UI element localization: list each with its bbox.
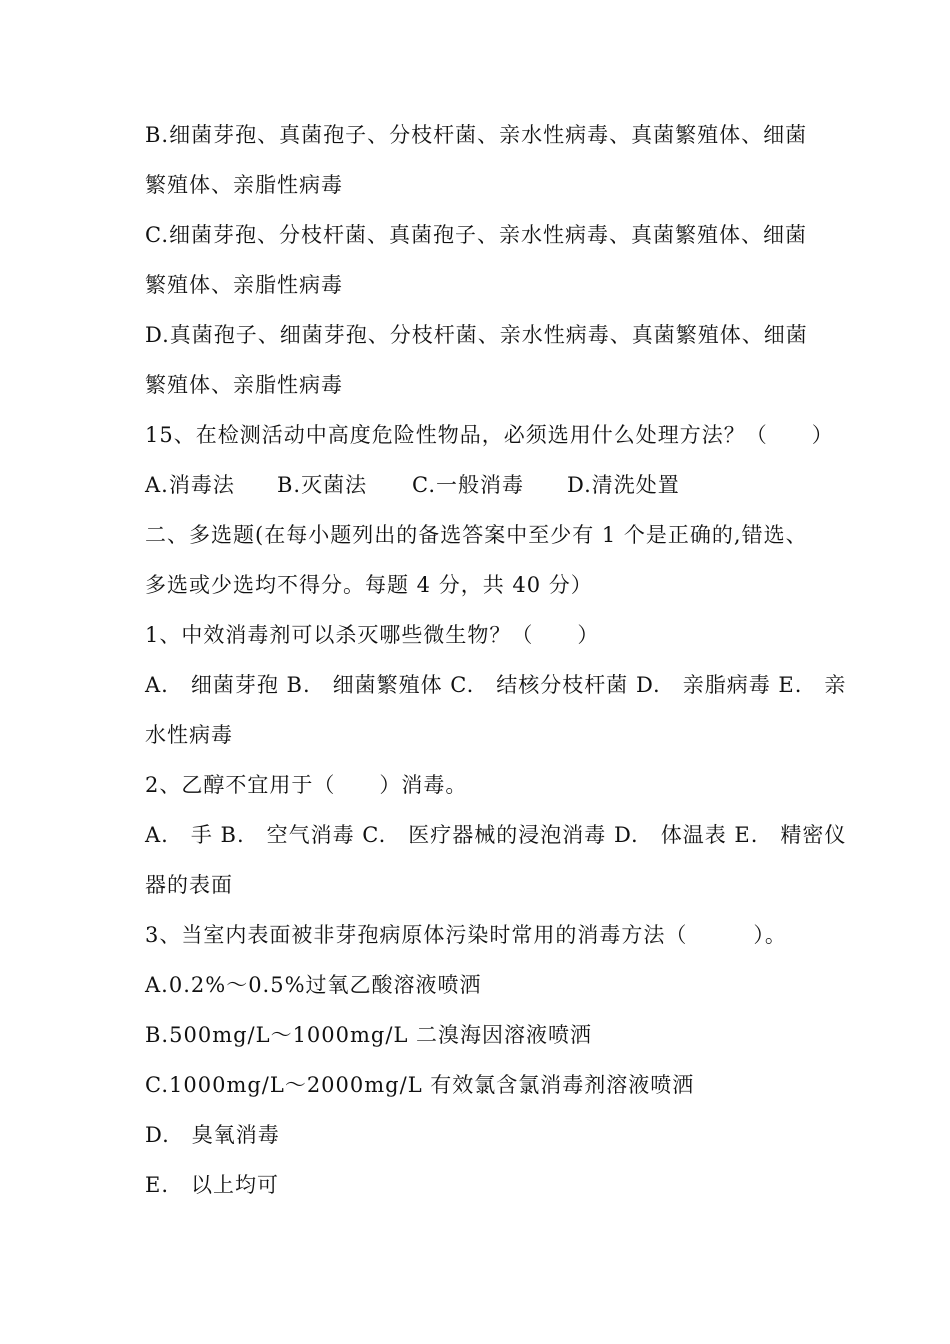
q14-option-b-line2: 繁殖体、亲脂性病毒 (145, 173, 343, 197)
q14-option-c-line2: 繁殖体、亲脂性病毒 (145, 273, 343, 297)
q14-option-d-line2: 繁殖体、亲脂性病毒 (145, 373, 343, 397)
section2-heading-line2: 多选或少选均不得分。每题 4 分，共 40 分） (145, 573, 593, 597)
q15-option-d: D.清洗处置 (567, 473, 680, 497)
q15-option-b: B.灭菌法 (277, 473, 368, 497)
q15-option-c: C.一般消毒 (412, 473, 524, 497)
q15-option-a: A.消毒法 (145, 473, 235, 497)
mq3-option-c: C.1000mg/L～2000mg/L 有效氯含氯消毒剂溶液喷洒 (145, 1073, 695, 1097)
mq1-options-line1: A. 细菌芽孢 B. 细菌繁殖体 C. 结核分枝杆菌 D. 亲脂病毒 E. 亲 (145, 673, 847, 697)
mq3-option-d: D. 臭氧消毒 (145, 1123, 280, 1147)
q14-option-c-line1: C.细菌芽孢、分枝杆菌、真菌孢子、亲水性病毒、真菌繁殖体、细菌 (145, 223, 807, 247)
mq3-option-b: B.500mg/L～1000mg/L 二溴海因溶液喷洒 (145, 1023, 593, 1047)
document-page (145, 110, 847, 1210)
q14-option-b-line1: B.细菌芽孢、真菌孢子、分枝杆菌、亲水性病毒、真菌繁殖体、细菌 (145, 123, 808, 147)
mq3-option-e: E. 以上均可 (145, 1173, 280, 1197)
q14-option-d-line1: D.真菌孢子、细菌芽孢、分枝杆菌、亲水性病毒、真菌繁殖体、细菌 (145, 323, 808, 347)
section2-heading-line1: 二、多选题(在每小题列出的备选答案中至少有 1 个是正确的,错选、 (145, 523, 808, 547)
q15-question: 15、在检测活动中高度危险性物品，必须选用什么处理方法？（ ） (145, 423, 834, 447)
mq2-options-line2: 器的表面 (145, 873, 233, 897)
mq2-question: 2、乙醇不宜用于（ ）消毒。 (145, 773, 468, 797)
mq3-question: 3、当室内表面被非芽孢病原体污染时常用的消毒方法（ ）。 (145, 923, 787, 947)
mq2-options-line1: A. 手 B. 空气消毒 C. 医疗器械的浸泡消毒 D. 体温表 E. 精密仪 (145, 823, 847, 847)
q15-options (145, 460, 810, 510)
mq1-question: 1、中效消毒剂可以杀灭哪些微生物？（ ） (145, 623, 600, 647)
mq1-options-line2: 水性病毒 (145, 723, 233, 747)
mq3-option-a: A.0.2%～0.5%过氧乙酸溶液喷洒 (145, 973, 482, 997)
